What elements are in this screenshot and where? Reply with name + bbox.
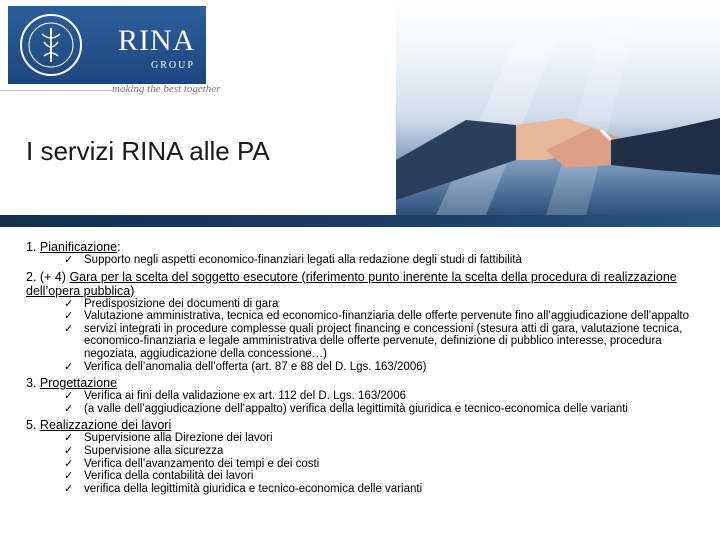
list-item-text: Verifica della contabilità dei lavori: [84, 470, 254, 483]
tagline: making the best together: [112, 83, 221, 95]
section-number: 2.: [26, 269, 37, 284]
checkmark-icon: ✓: [64, 432, 74, 445]
header-band: [0, 215, 720, 227]
list-item: [26, 403, 696, 416]
list-item: [26, 390, 696, 403]
services-list: [26, 240, 696, 498]
list-item-text: servizi integrati in procedure complesse quali project financing e concessioni (stesura atti di gara, valutazione tecnica, economico-finanziaria e legale amministrativa delle offerte pervenute, definizione di pubblico interesse, procedura negoziata, aggiudicazione della concessione…): [84, 322, 683, 360]
checkmark-icon: ✓: [64, 444, 74, 457]
slide-header: [0, 0, 720, 215]
list-item-text: Verifica ai fini della validazione ex art. 112 del D. Lgs. 163/2006: [84, 390, 406, 403]
logo-name: RINA: [118, 24, 196, 57]
rina-logo: [8, 6, 206, 84]
section-items: [26, 298, 696, 374]
section-heading: [26, 240, 696, 254]
list-item-text: Verifica dell’anomalia dell’offerta (art. 87 e 88 del D. Lgs. 163/2006): [84, 360, 427, 373]
section-title: Pianificazione: [39, 240, 118, 254]
section-items: [26, 432, 696, 495]
section-title: Progettazione: [39, 376, 118, 391]
checkmark-icon: ✓: [64, 482, 74, 495]
section-number: 3.: [26, 376, 37, 391]
list-item: [26, 483, 696, 496]
section-title: Realizzazione dei lavori: [39, 418, 172, 433]
list-item: [26, 310, 696, 323]
list-item-text: (a valle dell’aggiudicazione dell’appalto) verifica della legittimità giuridica e tecnico-economica delle varianti: [84, 402, 628, 415]
list-item: [26, 361, 696, 374]
list-item-text: Supervisione alla Direzione dei lavori: [84, 432, 273, 445]
checkmark-icon: ✓: [64, 297, 74, 310]
handshake-photo: [396, 0, 720, 215]
section-title-pre: (+ 4): [39, 269, 70, 284]
list-item: [26, 458, 696, 471]
section-number: 1.: [26, 240, 37, 254]
list-item-text: Predisposizione dei documenti di gara: [84, 297, 279, 310]
section-number: 5.: [26, 418, 37, 433]
seal-icon: [18, 12, 84, 78]
page-title: I servizi RINA alle PA: [26, 136, 270, 166]
list-item: [26, 298, 696, 311]
list-item-text: Verifica dell’avanzamento dei tempi e dei costi: [84, 457, 320, 470]
list-item: [26, 445, 696, 458]
checkmark-icon: ✓: [64, 322, 74, 335]
logo-group: GROUP: [151, 60, 195, 71]
checkmark-icon: ✓: [64, 457, 74, 470]
checkmark-icon: ✓: [64, 390, 74, 403]
list-item-text: Supervisione alla sicurezza: [84, 444, 224, 457]
section-title-post: :: [117, 240, 121, 254]
section-heading: [26, 270, 696, 298]
checkmark-icon: ✓: [64, 310, 74, 323]
section-items: [26, 254, 696, 267]
section-items: [26, 390, 696, 415]
list-item: [26, 254, 696, 267]
list-item: [26, 470, 696, 483]
list-item-text: Valutazione amministrativa, tecnica ed economico-finanziaria delle offerte pervenute fino all’aggiudicazione dell’appalto: [84, 310, 689, 323]
list-item-text: Supporto negli aspetti economico-finanziari legati alla redazione degli studi di fattibilità: [84, 254, 522, 266]
list-item: [26, 432, 696, 445]
section-heading: [26, 418, 696, 432]
list-item: [26, 323, 696, 361]
checkmark-icon: ✓: [64, 360, 74, 373]
list-item-text: verifica della legittimità giuridica e tecnico-economica delle varianti: [84, 482, 423, 495]
checkmark-icon: ✓: [64, 402, 74, 415]
section-heading: [26, 376, 696, 390]
checkmark-icon: ✓: [64, 254, 74, 266]
section-title: Gara per la scelta del soggetto esecutore (riferimento punto inerente la scelta della procedura di realizzazione dell’opera pubblica): [26, 269, 677, 298]
checkmark-icon: ✓: [64, 470, 74, 483]
tagline-divider: [0, 90, 112, 91]
